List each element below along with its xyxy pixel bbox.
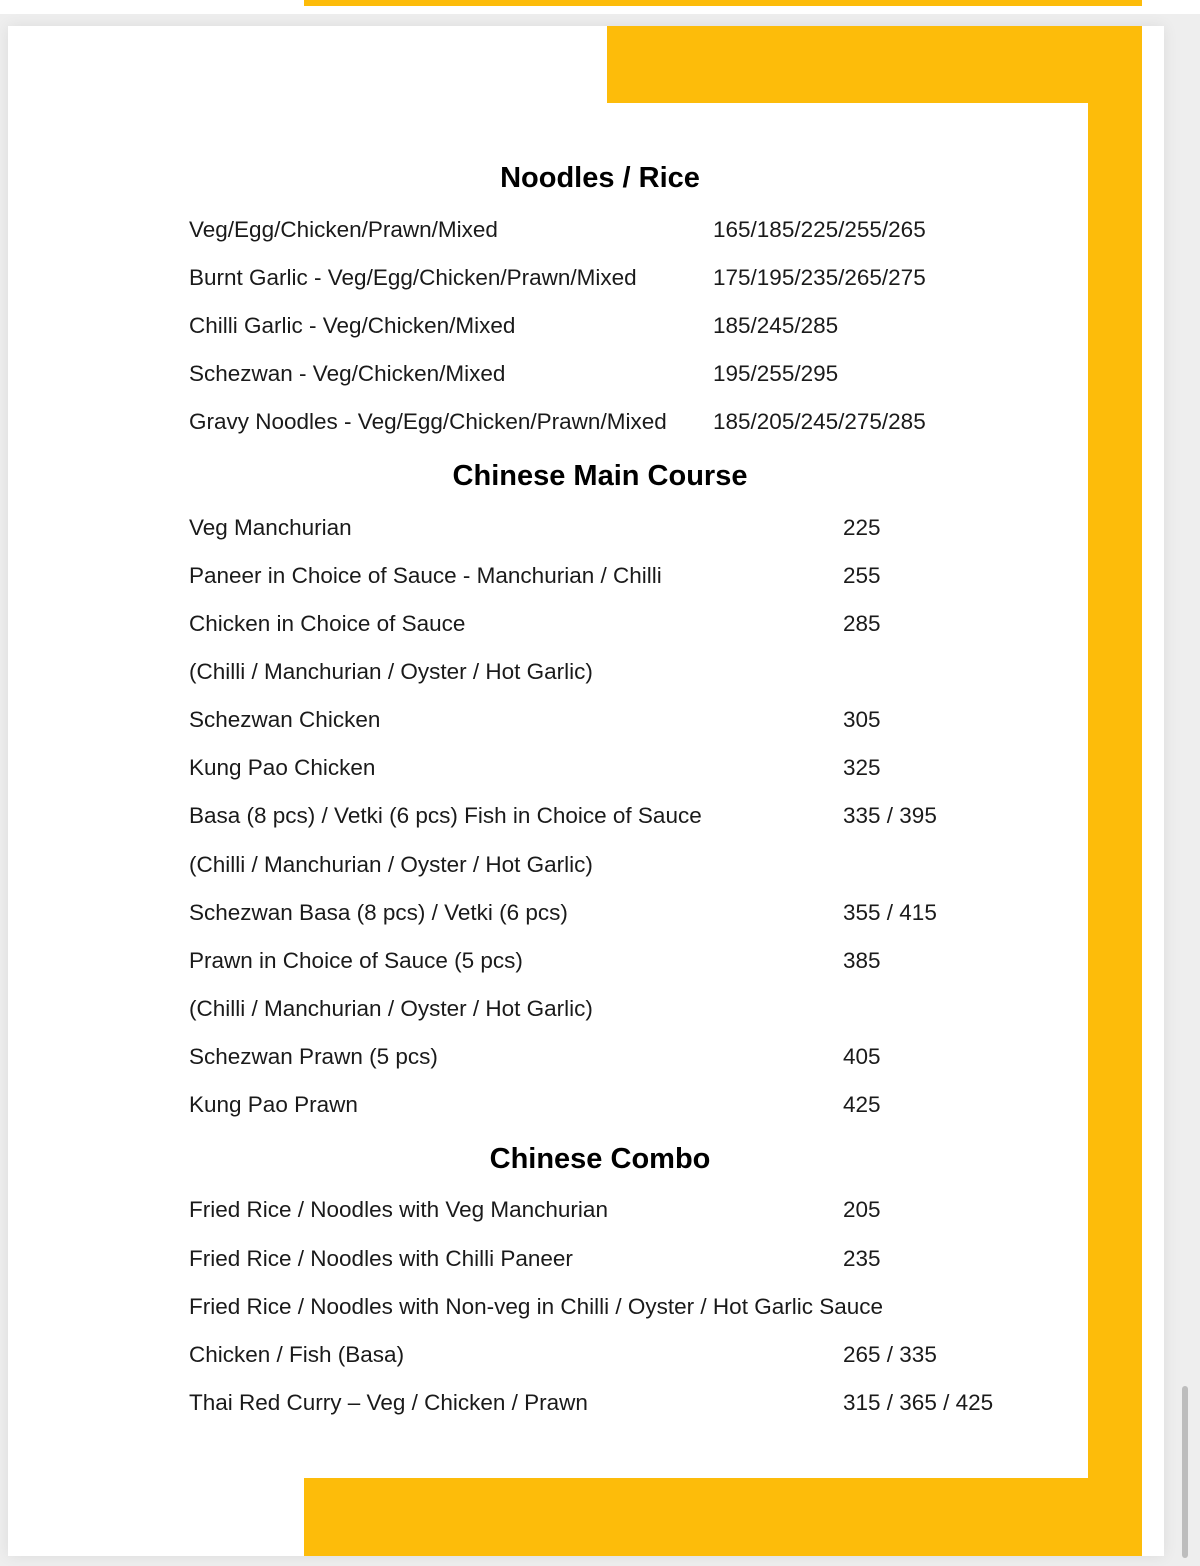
- previous-page-edge: [0, 0, 1200, 14]
- menu-item-name: Basa (8 pcs) / Vetki (6 pcs) Fish in Choice of Sauce: [189, 803, 702, 828]
- menu-item-sauce-options: (Chilli / Manchurian / Oyster / Hot Garlic): [189, 852, 593, 877]
- menu-item-name: Veg/Egg/Chicken/Prawn/Mixed: [189, 217, 498, 242]
- menu-item-price: 335 / 395: [843, 803, 937, 828]
- menu-item-name: Kung Pao Chicken: [189, 755, 376, 780]
- menu-item-name: Kung Pao Prawn: [189, 1092, 358, 1117]
- menu-item-name: Prawn in Choice of Sauce (5 pcs): [189, 948, 523, 973]
- menu-item-price: 285: [843, 611, 881, 636]
- menu-item-price: 355 / 415: [843, 900, 937, 925]
- menu-item-price: 175/195/235/265/275: [713, 265, 926, 290]
- menu-page: [8, 26, 1164, 1556]
- menu-item-sauce-options: (Chilli / Manchurian / Oyster / Hot Garlic): [189, 659, 593, 684]
- menu-item-name: Fried Rice / Noodles with Veg Manchurian: [189, 1197, 608, 1222]
- menu-item-price: 185/205/245/275/285: [713, 409, 926, 434]
- menu-item-name: Fried Rice / Noodles with Chilli Paneer: [189, 1246, 573, 1271]
- menu-item-name: Veg Manchurian: [189, 515, 352, 540]
- menu-item-price: 425: [843, 1092, 881, 1117]
- menu-item-price: 265 / 335: [843, 1342, 937, 1367]
- menu-item-price: 235: [843, 1246, 881, 1271]
- yellow-band-bottom: [304, 1478, 1142, 1556]
- previous-page-yellow-band: [304, 0, 1142, 6]
- section-heading-noodles-rice: Noodles / Rice: [500, 162, 700, 194]
- menu-item-name: Fried Rice / Noodles with Non-veg in Chilli / Oyster / Hot Garlic Sauce: [189, 1294, 883, 1319]
- yellow-band-top: [607, 26, 1142, 103]
- menu-item-price: 225: [843, 515, 881, 540]
- menu-item-name: Chicken in Choice of Sauce: [189, 611, 466, 636]
- menu-item-name: Gravy Noodles - Veg/Egg/Chicken/Prawn/Mixed: [189, 409, 667, 434]
- menu-item-price: 185/245/285: [713, 313, 839, 338]
- menu-item-name: Schezwan Chicken: [189, 707, 381, 732]
- menu-item-sauce-options: (Chilli / Manchurian / Oyster / Hot Garlic): [189, 996, 593, 1021]
- menu-item-price: 385: [843, 948, 881, 973]
- menu-item-price: 305: [843, 707, 881, 732]
- menu-item-name: Schezwan Basa (8 pcs) / Vetki (6 pcs): [189, 900, 568, 925]
- menu-item-price: 165/185/225/255/265: [713, 217, 926, 242]
- menu-item-name: Burnt Garlic - Veg/Egg/Chicken/Prawn/Mixed: [189, 265, 637, 290]
- yellow-band-right: [1088, 26, 1142, 1556]
- menu-item-price: 325: [843, 755, 881, 780]
- menu-item-price: 255: [843, 563, 881, 588]
- menu-item-price: 205: [843, 1197, 881, 1222]
- menu-item-name: Schezwan - Veg/Chicken/Mixed: [189, 361, 506, 386]
- section-heading-chinese-main-course: Chinese Main Course: [452, 460, 748, 492]
- menu-item-price: 315 / 365 / 425: [843, 1390, 994, 1415]
- menu-item-name: Paneer in Choice of Sauce - Manchurian / Chilli: [189, 563, 662, 588]
- menu-item-price: 195/255/295: [713, 361, 839, 386]
- menu-item-price: 405: [843, 1044, 881, 1069]
- menu-item-name: Thai Red Curry – Veg / Chicken / Prawn: [189, 1390, 588, 1415]
- menu-item-name: Chilli Garlic - Veg/Chicken/Mixed: [189, 313, 516, 338]
- vertical-scrollbar[interactable]: [1182, 1386, 1188, 1558]
- menu-item-name: Schezwan Prawn (5 pcs): [189, 1044, 438, 1069]
- menu-item-name: Chicken / Fish (Basa): [189, 1342, 405, 1367]
- section-heading-chinese-combo: Chinese Combo: [489, 1143, 711, 1175]
